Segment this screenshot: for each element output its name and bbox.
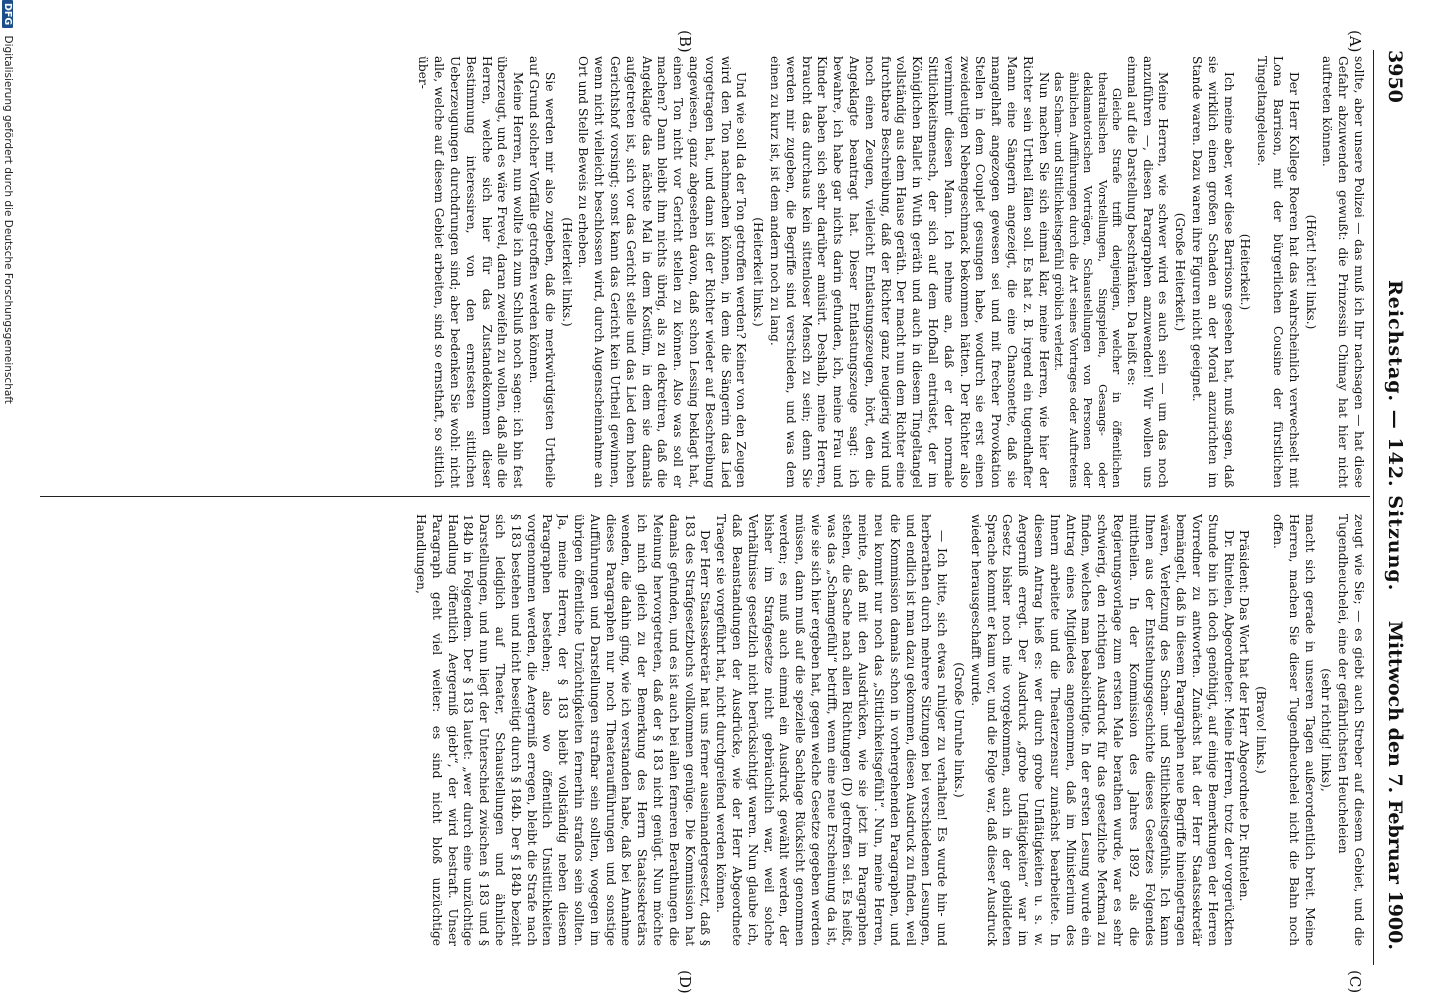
paragraph: Meine Herren, wie schwer wird es auch sein — um das noch anzuführen —, diesen Paragraphen anzuwenden! Wir wollen uns einmal auf die Darstellung beschränken. Da heißt es: <box>1124 56 1171 488</box>
paragraph: Der Herr Staatssekretär hat uns ferner auseinandergesetzt, daß § 183 des Strafgesetzbuchs vollkommen genüge. Die Kommission hat damals gefunden, und es ist auch bei allen ferneren Berathungen die Meinung hervorgetreten, daß der § 183 nicht genügt. Nun möchte ich mich gleich zu der Bemerkung des Herrn Staatssekretärs wenden, die dahin ging, wie ich verstanden habe, daß bei Annahme dieses Paragraphen nur noch Theateraufführungen und sonstige Aufführungen und Darstellungen strafbar sein sollten, wogegen im übrigen öffentliche Unzüchtigkeiten fernerhin straflos sein sollten. Ja, meine Herren, der § 183 bleibt vollständig neben diesem Paragraphen bestehen; also wo öffentlich Unsittlichkeiten vorgenommen werden, die Aergerniß erregen, bleibt die Strafe nach § 183 bestehen und nicht beseitigt durch § 184b. Der § 184b bezieht sich lediglich auf Theater, Schaustellungen und ähnliche Darstellungen, und nun liegt der Unterschied zwischen § 183 und § 184b in Folgendem. Der § 183 lautet: „wer durch eine unzüchtige Handlung öffentlich Aergerniß giebt“, der wird bestraft. Unser Paragraph geht viel weiter: es sind nicht bloß unzüchtige Handlungen, <box>413 514 713 946</box>
paragraph: Nun machen Sie sich einmal klar, meine Herren, wie hier der Richter sein Urtheil fällen soll. Es hat z. B. irgend ein tugendhafter Mann eine Sängerin angezeigt, die eine Chansonette, daß sie mangelhaft angezogen gewesen sei und mit frecher Provokation Stellen in dem Couplet gesungen habe, wodurch sie erst einen zweideutigen Nebengeschmack bekommen hätten. Der Richter also vernimmt diesen Mann. Ich nehme an, daß er der normale Sittlichkeitsmensch, der sich auf dem Hofball entrüstet, der im Königlichen Ballet in Wuth geräth und auch in diesem Tingeltangel vollständig aus dem Hause geräth. Der macht nun dem Richter eine furchtbare Beschreibung, daß der Richter ganz neugierig wird und noch einen Zeugen, vielleicht Entlastungszeugen, hört, den die Angeklagte beantragt hat. Dieser Entlastungszeuge sagt: ich bewahre, ich habe gar nichts darin gefunden, ich, meine Frau und Kinder haben sich sehr darüber amüsirt. Deshalb, meine Herren, braucht das durchaus kein sittenloser Mensch zu sein; denn Sie werden mir zugeben, die Begriffe sind verschieden, und was dem einen zu kurz ist, ist dem andern noch zu lang. <box>768 56 1051 488</box>
credit-text: Digitalisierung gefördert durch die Deutsche Forschungsgemeinschaft <box>2 35 14 404</box>
margin-letter-d: (D) <box>676 970 694 994</box>
paragraph: sollte, aber unsere Polizei — das muß ich Ihr nachsagen — hat diese Gefahr abzuwenden gewußt: die Prinzessin Chimay hat hier nicht auftreten können. <box>1320 56 1366 488</box>
paragraph: Ich meine aber, wer diese Barrisons gesehen hat, muß sagen, daß sie wirklich einen großen Schaden an der Moral anzurichten im Stande waren. Dazu waren ihre Figuren nicht geeignet. <box>1190 56 1236 488</box>
interjection: (Heiterkeit links.) <box>559 217 574 327</box>
paragraph: Sie werden mir also zugeben, daß die merkwürdigsten Urtheile auf Grund solcher Vorfälle getroffen werden können. <box>527 56 557 488</box>
header-rule <box>1373 50 1374 965</box>
page-number: 3950 <box>1384 50 1406 103</box>
paragraph: Gleiche Strafe trifft denjenigen, welcher in öffentlichen theatralischen Vorstellungen, Singspielen, Gesangs- oder deklamatorischen Vorträgen, Schaustellungen von Personen oder ähnlichen Aufführungen durch die Art seines Vortrages oder Auftretens das Scham- und Sittlichkeitsgefühl gröblich verletzt. <box>1052 72 1124 488</box>
margin-letter-c: (C) <box>1346 970 1364 994</box>
interjection: (Große Unruhe links.) <box>952 662 967 798</box>
interjection: (Hört! hört! links.) <box>1303 214 1318 330</box>
margin-letter-b: (B) <box>676 30 694 53</box>
margin-letter-a: (A) <box>1346 30 1364 53</box>
paragraph: Und wie soll da der Ton getroffen werden? Keiner von den Zeugen wird den Ton nachmachen können, in dem die Sängerin das Lied vorgetragen hat, und dann ist der Richter wieder auf Beschreibung angewiesen, ganz abgesehen davon, daß schon Lessing beklagt hat, einen Ton nicht vor Gericht stellen zu können. Also was soll er machen? Dann bleibt ihm nichts übrig, als zu dekretiren, daß die Angeklagte das nächste Mal in dem Kostüm, in dem sie damals aufgetreten ist, sich vor das Gericht stelle und das Lied dem hohen Gerichtshof vorsingt; sonst kann das Gericht kein Urtheil gewinnen, wenn nicht vielleicht beschlossen wird, durch Augenscheinnahme an Ort und Stelle Beweis zu erheben. <box>576 56 749 488</box>
interjection: (Heiterkeit links.) <box>751 217 766 327</box>
dfg-logo: DFG <box>2 0 13 28</box>
page-header <box>1376 50 1406 950</box>
interjection: (Große Heiterkeit.) <box>1173 212 1188 332</box>
left-column <box>46 56 1366 488</box>
right-column <box>46 514 1366 946</box>
interjection: (sehr richtig! links), <box>1319 668 1334 792</box>
paragraph: zeugt wie Sie; — es giebt auch Streber auf diesem Gebiet, und die Tugendheuchelei, eine der gefährlichsten Heucheleien <box>1336 514 1366 946</box>
session-date: Mittwoch den 7. Februar 1900. <box>1384 620 1406 950</box>
paragraph: macht sich gerade in unseren Tagen außerordentlich breit. Meine Herren, machen Sie dieser Tugendheuchelei nicht die Bahn noch offen. <box>1271 514 1317 946</box>
interjection: (Heiterkeit.) <box>1238 233 1253 311</box>
digitization-credit <box>0 0 14 1000</box>
interjection: (Bravo! links.) <box>1254 686 1269 774</box>
paragraph: — Ich bitte, sich etwas ruhiger zu verhalten! Es wurde hin- und herberathen durch mehrere Sitzungen bei verschiedenen Lesungen, und endlich ist man dazu gekommen, diesen Ausdruck zu finden, weil die Kommission damals schon in vorhergehenden Paragraphen, und neu kommt nur noch das „Sittlichkeitsgefühl“. Nun, meine Herren, meinte, daß mit den Ausdrücken, wie sie jetzt im Paragraphen stehen, die Sache nach allen Richtungen (D) getroffen sei. Es heißt, was das „Schamgefühl“ betrifft, wenn eine neue Erscheinung da ist, wie sie sich hier ergeben hat, gegen welche Gesetze gegeben werden müssen, dann muß auf die spezielle Sachlage Rücksicht genommen werden; es muß auch einmal ein Ausdruck gewählt werden, der bisher im Strafgesetze nicht gebräuchlich war, weil solche Verhältnisse gesetzlich nicht berücksichtigt waren. Nun glaube ich, daß Beanstandungen der Ausdrücke, wie der Herr Abgeordnete Traeger sie vorgeführt hat, nicht durchgreifend werden können. <box>714 514 950 946</box>
paragraph: Dr. Rintelen, Abgeordneter: Meine Herren, trotz der vorgerückten Stunde bin ich doch genöthigt, auf einige Bemerkungen der Herren Vorredner zu antworten. Zunächst hat der Herr Staatssekretär bemängelt, daß in diesem Paragraphen neue Begriffe hineingetragen wären, Verletzung des Scham- und Sittlichkeitsgefühls. Ich kann Ihnen aus der Entstehungsgeschichte dieses Gesetzes Folgendes mittheilen. In der Kommission des Jahres 1892 als die Regierungsvorlage zum ersten Male berathen wurde, war es sehr schwierig, den richtigen Ausdruck für das gesetzliche Merkmal zu finden, welches man beabsichtigte. In der ersten Lesung wurde ein Antrag eines Mitgliedes angenommen, daß im Ministerium des Innern arbeitete und die Theaterzensur zunächst bearbeitete. In diesem Antrag hieß es: wer durch grobe Unflätigkeiten u. s. w. Aergerniß erregt. Der Ausdruck „grobe Unflätigkeiten“ war im Gesetz bisher noch nie vorgekommen, auch in der gebildeten Sprache kommt er kaum vor, und die Folge war, daß dieser Ausdruck wieder herausgeschafft wurde. <box>968 514 1236 946</box>
column-divider <box>40 496 1370 497</box>
paragraph: Meine Herren, nun wollte ich zum Schluß noch sagen: ich bin fest überzeugt, und es wäre Frevel, daran zweifeln zu wollen, daß alle die Herren, welche sich hier für das Zustandekommen dieser Bestimmung interessiren, von den ernstesten sittlichen Ueberzeugungen durchdrungen sind; aber bedenken Sie wohl: nicht alle, welche auf diesem Gebiet arbeiten, sind so ernsthaft, so sittlich über- <box>416 56 526 488</box>
session-title: Reichstag. — 142. Sitzung. <box>1384 280 1406 592</box>
paragraph: Präsident: Das Wort hat der Herr Abgeordnete Dr. Rintelen. <box>1237 530 1252 902</box>
paragraph: Der Herr Kollege Roeren hat das wahrscheinlich verwechselt mit Lona Barrison, mit der bürgerlichen Cousine der fürstlichen Tingeltangeleuse. <box>1255 56 1301 488</box>
